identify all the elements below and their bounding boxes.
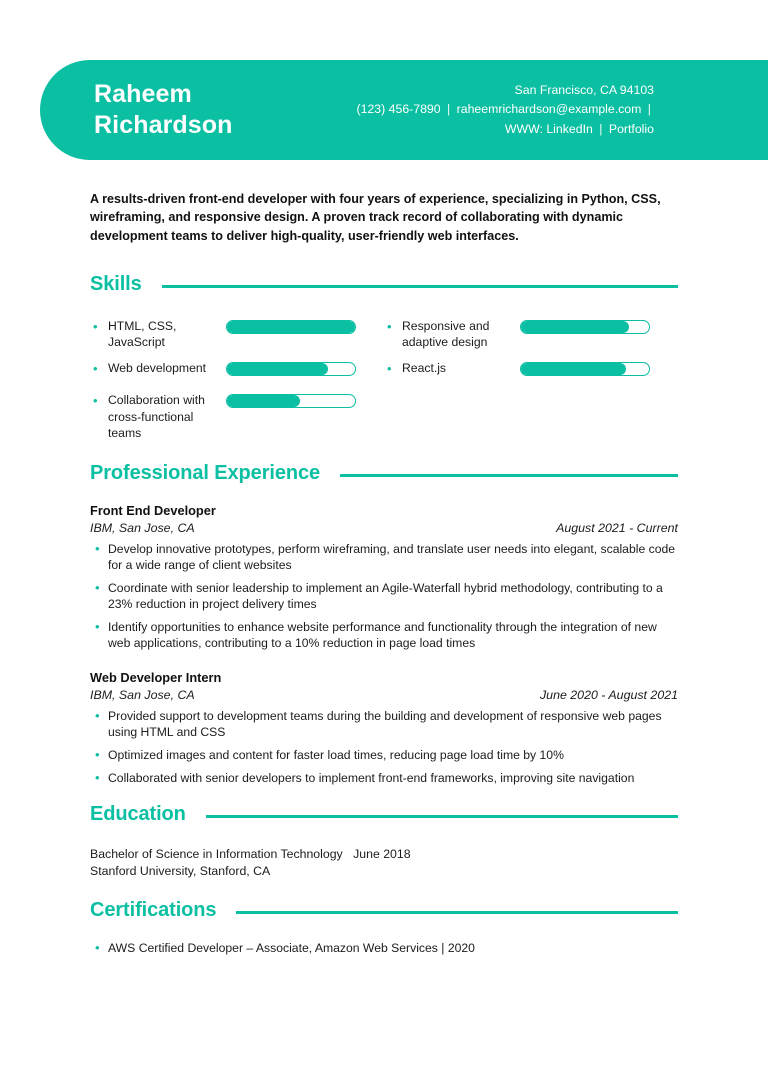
contact-email[interactable]: raheemrichardson@example.com [456,102,642,117]
contact-phone[interactable]: (123) 456-7890 [356,102,441,117]
job-bullet-list [90,708,678,786]
section-rule [162,285,678,288]
contact-web-line [357,120,654,139]
job-company-location: IBM, San Jose, CA [90,687,195,702]
skill-item [384,360,678,382]
job-meta [90,521,678,535]
skill-level-fill [521,363,626,375]
certifications-section [90,899,678,963]
bullet-icon: • [93,319,98,334]
contact-phone-email-line [357,100,654,119]
section-title: Certifications [90,899,217,921]
skills-section [90,273,678,451]
skills-heading [90,273,678,296]
skill-level-fill [227,363,328,375]
bullet-text: Collaborated with senior developers to implement front-end frameworks, improving site navigation [108,770,635,785]
bullet-icon: • [387,361,392,377]
bullet-icon: • [95,746,100,762]
skill-item [90,392,384,441]
resume-header [40,60,768,160]
skill-label: HTML, CSS, JavaScript [108,319,177,350]
education-degree-line [90,846,678,863]
bullet-icon: • [95,707,100,723]
job-company-location: IBM, San Jose, CA [90,521,195,535]
skill-label: React.js [402,361,447,376]
skill-level-fill [227,395,300,407]
skill-item [90,318,384,350]
list-item [90,580,678,612]
education-section [90,803,678,881]
contact-block [357,81,768,139]
bullet-icon: • [95,541,100,556]
section-title: Skills [90,273,142,295]
contact-location-line [357,81,654,100]
skill-label: Web development [108,361,207,376]
experience-section [90,462,678,793]
skill-label: Collaboration with cross-functional teams [108,393,205,440]
bullet-text: Provided support to development teams during the building and development of responsive web pages using HTML and CSS [108,708,662,739]
list-item [90,940,678,956]
bullet-icon: • [95,940,100,955]
job-dates: June 2020 - August 2021 [539,687,678,702]
skills-column-left [90,318,384,451]
skill-level-bar [520,320,650,334]
list-item [90,619,678,651]
contact-portfolio-link[interactable]: Portfolio [608,121,654,136]
skill-level-fill [227,321,355,333]
job-entry [90,503,678,652]
job-title: Front End Developer [90,503,216,518]
skill-level-bar [226,320,356,334]
job-dates: August 2021 - Current [556,521,678,535]
bullet-icon: • [93,361,98,377]
job-entry [90,670,678,786]
contact-linkedin-link[interactable]: LinkedIn [546,121,593,136]
skill-level-fill [521,321,629,333]
skills-column-right [384,318,678,451]
certification-text: AWS Certified Developer – Associate, Amazon Web Services | 2020 [108,941,475,955]
education-date: June 2018 [353,847,411,861]
first-name: Raheem [94,79,192,108]
contact-web-label: WWW: [504,121,543,136]
list-item [90,541,678,573]
skill-item [90,360,384,382]
last-name: Richardson [94,111,233,139]
section-rule [236,911,678,914]
bullet-text: Optimized images and content for faster load times, reducing page load time by 10% [108,747,564,762]
bullet-text: Coordinate with senior leadership to implement an Agile-Waterfall hybrid methodology, contributing to a 23% reduction in project delivery times [108,581,663,612]
bullet-icon: • [387,319,392,334]
job-meta [90,688,678,702]
candidate-name [94,79,233,142]
skill-level-bar [520,362,650,376]
list-item [90,708,678,740]
education-entry [90,846,678,881]
skills-grid [90,318,678,451]
certifications-list [90,940,678,956]
skill-level-bar [226,394,356,408]
bullet-icon: • [93,393,98,409]
contact-location: San Francisco, CA 94103 [514,83,654,98]
bullet-icon: • [95,580,100,596]
certifications-heading [90,899,678,922]
bullet-icon: • [95,619,100,635]
section-rule [340,474,678,477]
contact-separator: | [599,121,603,136]
skill-item [384,318,678,350]
job-title: Web Developer Intern [90,669,222,685]
skill-label: Responsive and adaptive design [402,319,490,350]
education-school: Stanford University, Stanford, CA [90,864,271,879]
bullet-text: Identify opportunities to enhance website performance and functionality through the integration of new web applications, contributing to a 10% reduction in page load times [108,620,657,651]
bullet-icon: • [95,769,100,785]
skill-level-bar [226,362,356,376]
experience-heading [90,462,678,485]
education-degree: Bachelor of Science in Information Technology [90,847,343,861]
list-item [90,747,678,763]
education-heading [90,803,678,826]
professional-summary: A results-driven front-end developer with four years of experience, specializing in Python, CSS, wireframing, and responsive design. A proven track record of collaborating with dynamic development teams to deliver high-quality, user-friendly web interfaces. [90,192,661,243]
section-title: Professional Experience [90,462,321,484]
contact-separator: | [447,102,451,117]
section-rule [206,815,678,818]
list-item [90,770,678,786]
contact-separator: | [647,102,651,117]
job-bullet-list [90,541,678,652]
bullet-text: Develop innovative prototypes, perform wireframing, and translate user needs into elegant, scalable code for a wide range of client websites [108,542,676,573]
section-title: Education [90,803,186,825]
